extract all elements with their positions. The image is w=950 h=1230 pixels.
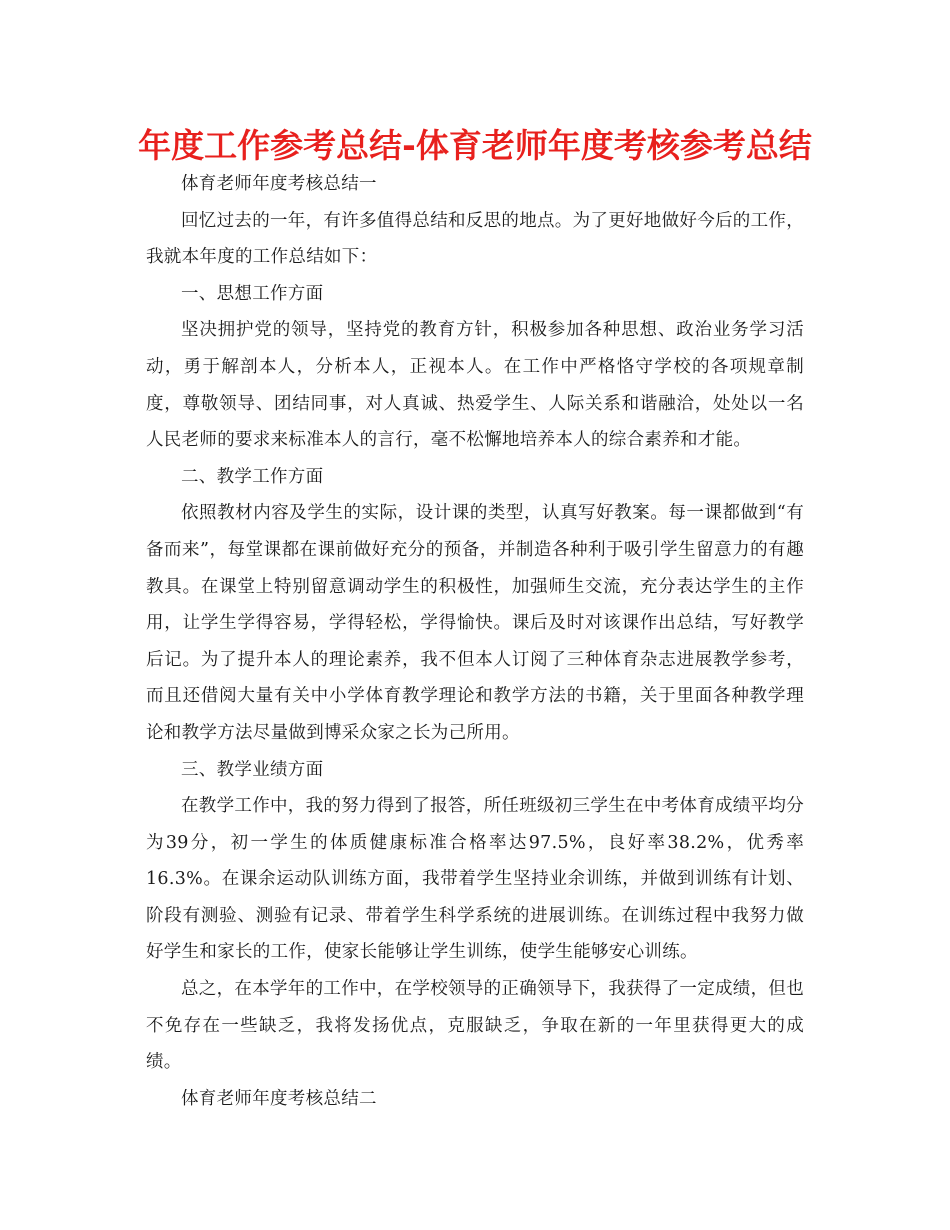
- conclusion-paragraph: 总之，在本学年的工作中，在学校领导的正确领导下，我获得了一定成绩，但也不免存在一些缺乏，我将发扬优点，克服缺乏，争取在新的一年里获得更大的成绩。: [146, 979, 804, 1073]
- document-body: [146, 166, 804, 1117]
- section-heading-summary-one: 体育老师年度考核总结一: [181, 174, 377, 194]
- intro-paragraph: 回忆过去的一年，有许多值得总结和反思的地点。为了更好地做好今后的工作，我就本年度的工作总结如下：: [146, 210, 804, 268]
- teaching-paragraph: 依照教材内容及学生的实际，设计课的类型，认真写好教案。每一课都做到“有备而来”，每堂课都在课前做好充分的预备，并制造各种利于吸引学生留意力的有趣教具。在课堂上特别留意调动学生的积极性，加强师生交流，充分表达学生的主作用，让学生学得容易，学得轻松，学得愉快。课后及时对该课作出总结，写好教学后记。为了提升本人的理论素养，我不但本人订阅了三种体育杂志进展教学参考，而且还借阅大量有关中小学体育教学理论和教学方法的书籍，关于里面各种教学理论和教学方法尽量做到博采众家之长为己所用。: [146, 503, 804, 743]
- ideology-paragraph: 坚决拥护党的领导，坚持党的教育方针，积极参加各种思想、政治业务学习活动，勇于解剖本人，分析本人，正视本人。在工作中严格恪守学校的各项规章制度，尊敬领导、团结同事，对人真诚、热爱学生、人际关系和谐融洽，处处以一名人民老师的要求来标准本人的言行，毫不松懈地培养本人的综合素养和才能。: [146, 320, 804, 451]
- section-heading-summary-two: 体育老师年度考核总结二: [181, 1088, 377, 1109]
- section-heading-achievements: 三、教学业绩方面: [181, 759, 324, 780]
- achievements-paragraph: 在教学工作中，我的努力得到了报答，所任班级初三学生在中考体育成绩平均分为39分，初一学生的体质健康标准合格率达97.5%，良好率38.2%，优秀率16.3%。在课余运动队训练方面，我带着学生坚持业余训练，并做到训练有计划、阶段有测验、测验有记录、带着学生科学系统的进展训练。在训练过程中我努力做好学生和家长的工作，使家长能够让学生训练，使学生能够安心训练。: [146, 796, 804, 963]
- section-heading-ideology: 一、思想工作方面: [181, 283, 324, 304]
- document-title: 年度工作参考总结-体育老师年度考核参考总结: [138, 126, 812, 165]
- section-heading-teaching: 二、教学工作方面: [181, 466, 324, 487]
